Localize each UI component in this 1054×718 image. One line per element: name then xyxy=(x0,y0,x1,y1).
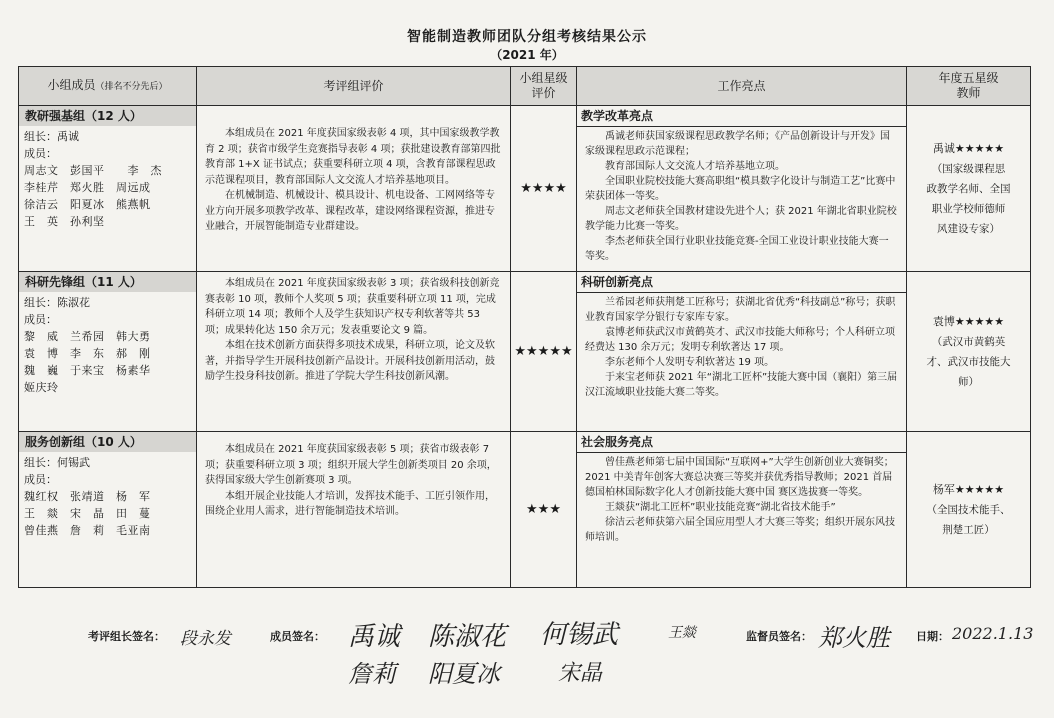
group-evaluation xyxy=(197,106,511,272)
member-signature: 何锡武 xyxy=(540,620,619,650)
teacher-name: 杨军★★★★★ xyxy=(932,482,1005,496)
member-signature-label: 成员签名： xyxy=(270,630,325,643)
col-highlights-header: 工作亮点 xyxy=(577,67,907,106)
highlight-title: 教学改革亮点 xyxy=(577,106,906,127)
eval-paragraph: 本组开展企业技能人才培训，发挥技术能手、工匠引领作用，围绕企业用人需求，进行智能制造技术培训。 xyxy=(205,490,495,517)
eval-paragraph: 本组成员在 2021 年度获国家级表彰 4 项，其中国家级教学教育 2 项；获省市级学生竞赛指导表彰 4 项；获批建设教育部第四批教育部 1+X 证书试点；获重要科研立项 4 项，含教育部课程思政示范课程项目，教育部国际人文交流人才培养基地项目。 xyxy=(205,128,501,186)
member-signature: 宋晶 xyxy=(558,661,603,686)
col-members-header: 小组成员（排名不分先后） xyxy=(19,67,197,106)
five-star-teacher xyxy=(907,272,1031,432)
group-leader: 组长：陈淑花 xyxy=(24,296,90,309)
member-line: 李桂芹 郑火胜 周远成 xyxy=(24,181,151,194)
col-star-header: 小组星级 评价 xyxy=(511,67,577,106)
member-signature: 詹莉 xyxy=(348,660,396,688)
leader-signature: 段永发 xyxy=(180,629,231,649)
teacher-honor: 荆楚工匠） xyxy=(942,523,995,536)
teacher-honor: （武汉市黄鹤英 xyxy=(931,335,1006,348)
highlight-item: 王燚获“湖北工匠杯”职业技能竞赛“湖北省技术能手” xyxy=(605,502,836,513)
member-line: 周志文 彭国平 李 杰 xyxy=(24,164,162,177)
members-label: 成员： xyxy=(24,147,57,160)
member-line: 徐洁云 阳夏冰 熊燕帆 xyxy=(24,198,151,211)
highlight-item: 兰希园老师获荆楚工匠称号；获湖北省优秀“科技副总”称号；获职业教育国家学分银行专家库专家。 xyxy=(585,297,896,323)
table-header-row xyxy=(19,67,1031,106)
member-line: 王 英 孙利坚 xyxy=(24,215,105,228)
group-members-cell xyxy=(19,106,197,272)
members-label: 成员： xyxy=(24,313,57,326)
highlight-item: 李东老师个人发明专利软著达 19 项。 xyxy=(605,357,775,368)
leader-signature-label: 考评组长签名： xyxy=(88,630,165,643)
teacher-name: 禹诚★★★★★ xyxy=(932,141,1005,155)
member-line: 黎 威 兰希园 韩大勇 xyxy=(24,330,151,343)
group-row-service xyxy=(19,432,1031,588)
group-highlights xyxy=(577,432,907,588)
group-highlights xyxy=(577,106,907,272)
highlight-title: 社会服务亮点 xyxy=(577,432,906,453)
group-leader: 组长：何锡武 xyxy=(24,456,90,469)
group-name: 教研强基组（12 人） xyxy=(19,106,196,126)
group-members-cell xyxy=(19,272,197,432)
group-row-teaching xyxy=(19,106,1031,272)
highlight-item: 曾佳燕老师第七届中国国际“互联网+”大学生创新创业大赛铜奖；2021 中美青年创客大赛总决赛三等奖并获优秀指导教师；2021 首届德国柏林国际数字化人才创新技能大赛中国 赛区选拔赛一等奖。 xyxy=(585,457,894,498)
highlight-item: 徐洁云老师获第六届全国应用型人才大赛三等奖；组织开展东风技师培训。 xyxy=(585,517,895,543)
highlight-title: 科研创新亮点 xyxy=(577,272,906,293)
date-label: 日期： xyxy=(916,630,949,643)
highlight-item: 教育部国际人文交流人才培养基地立项。 xyxy=(605,161,785,172)
highlight-item: 袁博老师获武汉市黄鹤英才、武汉市技能大师称号；个人科研立项经费达 130 余万元；发明专利软著达 17 项。 xyxy=(585,327,895,353)
member-signature: 王燚 xyxy=(668,625,696,641)
group-members-cell xyxy=(19,432,197,588)
highlight-item: 全国职业院校技能大赛高职组“模具数字化设计与制造工艺”比赛中荣获团体一等奖。 xyxy=(585,176,896,202)
group-row-research xyxy=(19,272,1031,432)
col-teacher-header: 年度五星级 教师 xyxy=(907,67,1031,106)
group-name: 服务创新组（10 人） xyxy=(19,432,196,452)
group-highlights xyxy=(577,272,907,432)
teacher-honor: （国家级课程思 xyxy=(931,162,1006,175)
eval-paragraph: 本组在技术创新方面获得多项技术成果，科研立项，论文及软著，并指导学生开展科技创新产品设计。开展科技创新用活动，鼓励学生投身科技创新。推进了学院大学生科技创新风潮。 xyxy=(205,340,495,382)
five-star-teacher xyxy=(907,106,1031,272)
member-signature: 阳夏冰 xyxy=(428,660,500,688)
signature-area xyxy=(18,620,1034,688)
teacher-honor: 师） xyxy=(958,375,979,388)
teacher-honor: 政教学名师、全国 xyxy=(926,182,1011,195)
document-title: 智能制造教师团队分组考核结果公示 xyxy=(407,29,647,45)
highlight-item: 禹诚老师获国家级课程思政教学名师；《产品创新设计与开发》国家级课程思政示范课程； xyxy=(585,131,890,157)
highlight-item: 周志文老师获全国教材建设先进个人；获 2021 年湖北省职业院校教学能力比赛一等奖。 xyxy=(585,206,897,232)
group-star-rating: ★★★ xyxy=(511,432,577,588)
group-star-rating: ★★★★ xyxy=(511,106,577,272)
group-evaluation xyxy=(197,272,511,432)
five-star-teacher xyxy=(907,432,1031,588)
group-star-rating: ★★★★★ xyxy=(511,272,577,432)
date-value: 2022.1.13 xyxy=(952,624,1034,643)
teacher-honor: 职业学校师德师 xyxy=(931,202,1006,215)
document-year: （2021 年） xyxy=(490,48,564,62)
highlight-item: 李杰老师获全国行业职业技能竞赛-全国工业设计职业技能大赛一等奖。 xyxy=(585,236,889,262)
teacher-honor: （全国技术能手、 xyxy=(926,503,1011,516)
eval-paragraph: 本组成员在 2021 年度获国家级表彰 5 项；获省市级表彰 7 项；获重要科研立项 3 项；组织开展大学生创新类项目 20 余项，获得国家级大学生创新赛项 3 项。 xyxy=(205,444,497,486)
group-name: 科研先锋组（11 人） xyxy=(19,272,196,292)
member-line: 魏 巍 于来宝 杨素华 xyxy=(24,364,151,377)
members-label: 成员： xyxy=(24,473,57,486)
member-line: 魏红权 张靖道 杨 军 xyxy=(24,490,151,503)
member-line: 王 燚 宋 晶 田 蔓 xyxy=(24,507,151,520)
member-line: 姬庆玲 xyxy=(24,381,59,394)
highlight-item: 于来宝老师获 2021 年“湖北工匠杯”技能大赛中国（襄阳）第三届汉江流域职业技能大赛二等奖。 xyxy=(585,372,898,398)
teacher-honor: 才、武汉市技能大 xyxy=(926,355,1011,368)
member-line: 袁 博 李 东 郝 刚 xyxy=(24,347,151,360)
col-eval-header: 考评组评价 xyxy=(197,67,511,106)
member-signature: 陈淑花 xyxy=(428,622,507,652)
group-evaluation xyxy=(197,432,511,588)
member-line: 曾佳燕 詹 莉 毛亚南 xyxy=(24,524,151,537)
eval-paragraph: 本组成员在 2021 年度获国家级表彰 3 项；获省级科技创新竞赛表彰 10 项，教师个人奖项 5 项；获重要科研立项 11 项，完成科研立项 14 项；教师个人及学生获知识产权专利软著等共 53 项；成果转化达 150 余万元；发表重要论文 9 篇。 xyxy=(205,278,500,336)
teacher-name: 袁博★★★★★ xyxy=(932,314,1005,328)
group-leader: 组长：禹诚 xyxy=(24,130,79,143)
teacher-honor: 风建设专家） xyxy=(937,222,1000,235)
eval-paragraph: 在机械制造、机械设计、模具设计、机电设备、工网网络等专业方向开展多项教学改革、课程改革，建设网络课程资源，推进专业融合，开展智能制造专业群建设。 xyxy=(205,190,495,232)
supervisor-signature-label: 监督员签名： xyxy=(746,630,812,643)
member-signature: 禹诚 xyxy=(348,622,401,652)
results-table xyxy=(18,66,1031,588)
supervisor-signature: 郑火胜 xyxy=(818,624,890,652)
